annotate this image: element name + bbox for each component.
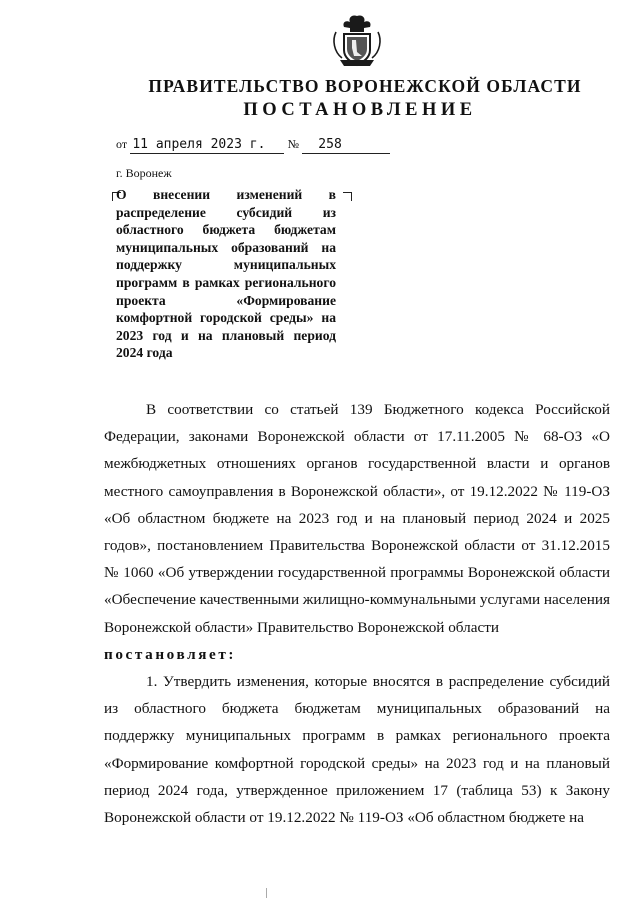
document-number: 258: [302, 137, 390, 154]
subject-bracket-right: [343, 192, 352, 201]
coat-of-arms-emblem: [330, 12, 384, 68]
decree-word: постановляет:: [104, 645, 237, 663]
city-line: г. Воронеж: [116, 166, 172, 180]
document-type-title: ПОСТАНОВЛЕНИЕ: [243, 100, 477, 120]
item-1-paragraph: 1. Утвердить изменения, которые вносятся в распределение субсидий из областного бюджета бюджетам муниципальных образований на поддержку муниципальных программ в рамках регионального проекта «Формирование комфортной городской среды» на 2023 год и на плановый период 2024 года, утвержденное приложением 17 (таблица 53) к Закону Воронежской области от 19.12.2022 № 119-ОЗ «Об областном бюджете на: [104, 673, 610, 827]
number-label: №: [287, 137, 300, 151]
document-body: [104, 396, 610, 831]
registration-line: [116, 136, 390, 158]
organization-title: ПРАВИТЕЛЬСТВО ВОРОНЕЖСКОЙ ОБЛАСТИ: [148, 76, 582, 96]
document-date: 11 апреля 2023 г.: [130, 137, 284, 154]
date-label: от: [116, 137, 128, 151]
document-subject: О внесении изменений в распределение субсидий из областного бюджета бюджетам муниципальных образований на поддержку муниципальных программ в рамках регионального проекта «Формирование комфортной городской среды» на 2023 год и на плановый период 2024 года: [116, 187, 336, 361]
preamble-paragraph: В соответствии со статьей 139 Бюджетного кодекса Российской Федерации, законами Воронежской области от 17.11.2005 № 68-ОЗ «О межбюджетных отношениях органов государственной власти и органов местного самоуправления в Воронежской области», от 19.12.2022 № 119-ОЗ «Об областном бюджете на 2023 год и на плановый период 2024 и 2025 годов», постановлением Правительства Воронежской области от 31.12.2015 № 1060 «Об утверждении государственной программы Воронежской области «Обеспечение качественными жилищно-коммунальными услугами населения Воронежской области» Правительство Воронежской области: [104, 401, 610, 636]
scan-artifact: [266, 888, 267, 898]
